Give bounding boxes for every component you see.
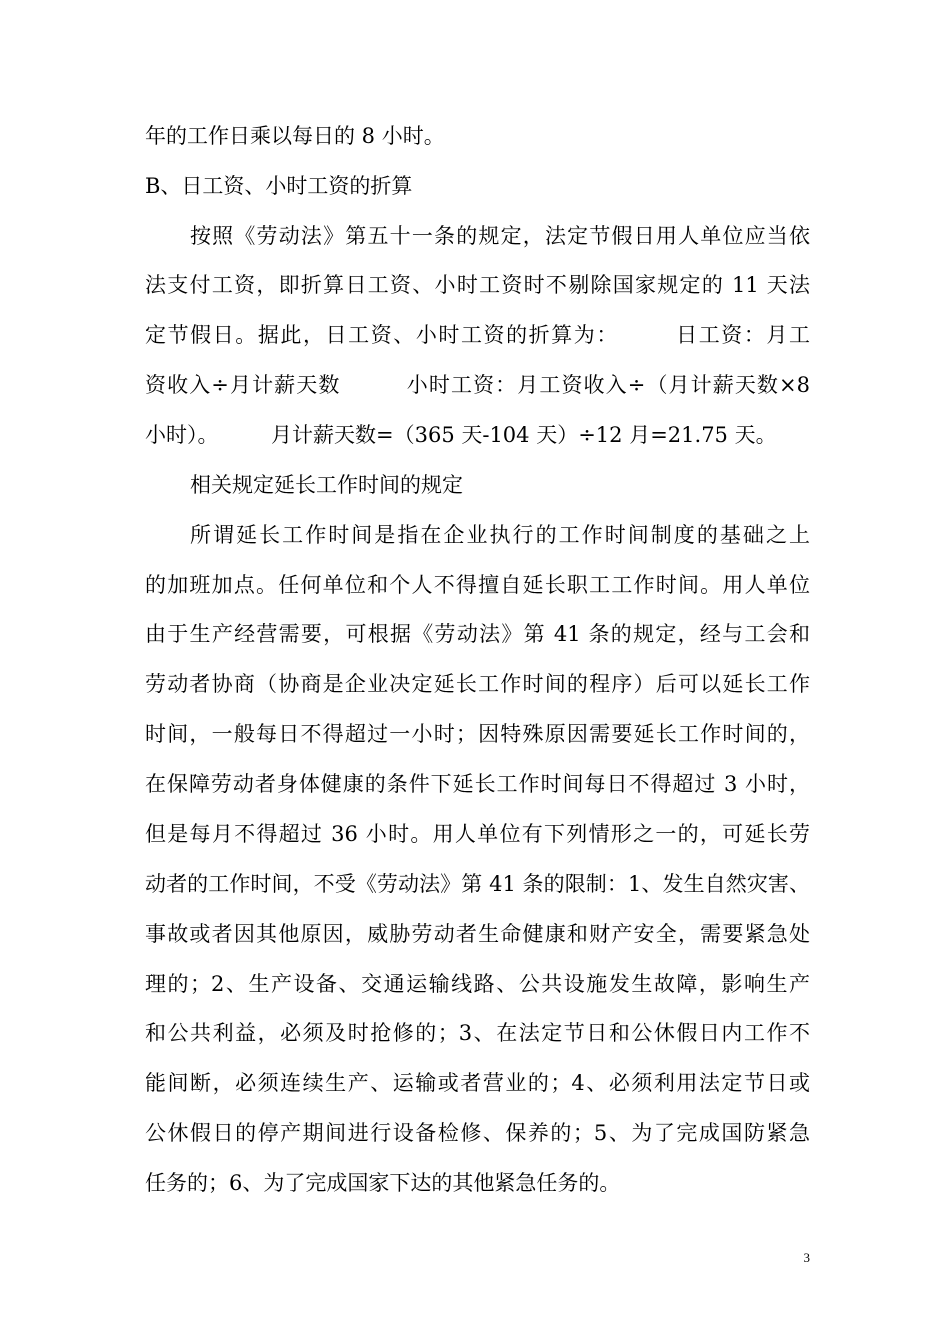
text-line-22: 任务的；6、为了完成国家下达的其他紧急任务的。 — [145, 1171, 621, 1195]
text-line-18: 理的；2、生产设备、交通运输线路、公共设施发生故障，影响生产 — [145, 972, 810, 996]
section-heading-b: B、日工资、小时工资的折算 — [145, 174, 413, 198]
text-line-4: 法支付工资，即折算日工资、小时工资时不剔除国家规定的 11 天法 — [145, 273, 810, 297]
text-line-16: 动者的工作时间，不受《劳动法》第 41 条的限制：1、发生自然灾害、 — [145, 872, 810, 896]
text-line-11: 由于生产经营需要，可根据《劳动法》第 41 条的规定，经与工会和 — [145, 622, 810, 646]
text-line-7: 小时）。 月计薪天数=（365 天-104 天）÷12 月=21.75 天。 — [145, 423, 777, 447]
text-line-19: 和公共利益，必须及时抢修的；3、在法定节日和公休假日内工作不 — [145, 1021, 810, 1045]
text-line-17: 事故或者因其他原因，威胁劳动者生命健康和财产安全，需要紧急处 — [145, 922, 810, 946]
text-line-6: 资收入÷月计薪天数 小时工资：月工资收入÷（月计薪天数×8 — [145, 373, 810, 397]
text-line-12: 劳动者协商（协商是企业决定延长工作时间的程序）后可以延长工作 — [145, 672, 810, 696]
page-number: 3 — [803, 1250, 810, 1265]
text-line-14: 在保障劳动者身体健康的条件下延长工作时间每日不得超过 3 小时， — [145, 772, 810, 796]
text-line-20: 能间断，必须连续生产、运输或者营业的；4、必须利用法定节日或 — [145, 1071, 810, 1095]
text-line-1: 年的工作日乘以每日的 8 小时。 — [145, 124, 445, 148]
text-line-13: 时间，一般每日不得超过一小时；因特殊原因需要延长工作时间的， — [145, 722, 810, 746]
text-line-9: 所谓延长工作时间是指在企业执行的工作时间制度的基础之上 — [190, 523, 810, 547]
text-line-3: 按照《劳动法》第五十一条的规定，法定节假日用人单位应当依 — [190, 224, 810, 248]
text-line-15: 但是每月不得超过 36 小时。用人单位有下列情形之一的，可延长劳 — [145, 822, 810, 846]
section-heading-overtime: 相关规定延长工作时间的规定 — [190, 473, 463, 497]
text-line-5: 定节假日。据此，日工资、小时工资的折算为： 日工资：月工 — [145, 323, 810, 347]
text-line-21: 公休假日的停产期间进行设备检修、保养的；5、为了完成国防紧急 — [145, 1121, 810, 1145]
text-line-10: 的加班加点。任何单位和个人不得擅自延长职工工作时间。用人单位 — [145, 573, 810, 597]
